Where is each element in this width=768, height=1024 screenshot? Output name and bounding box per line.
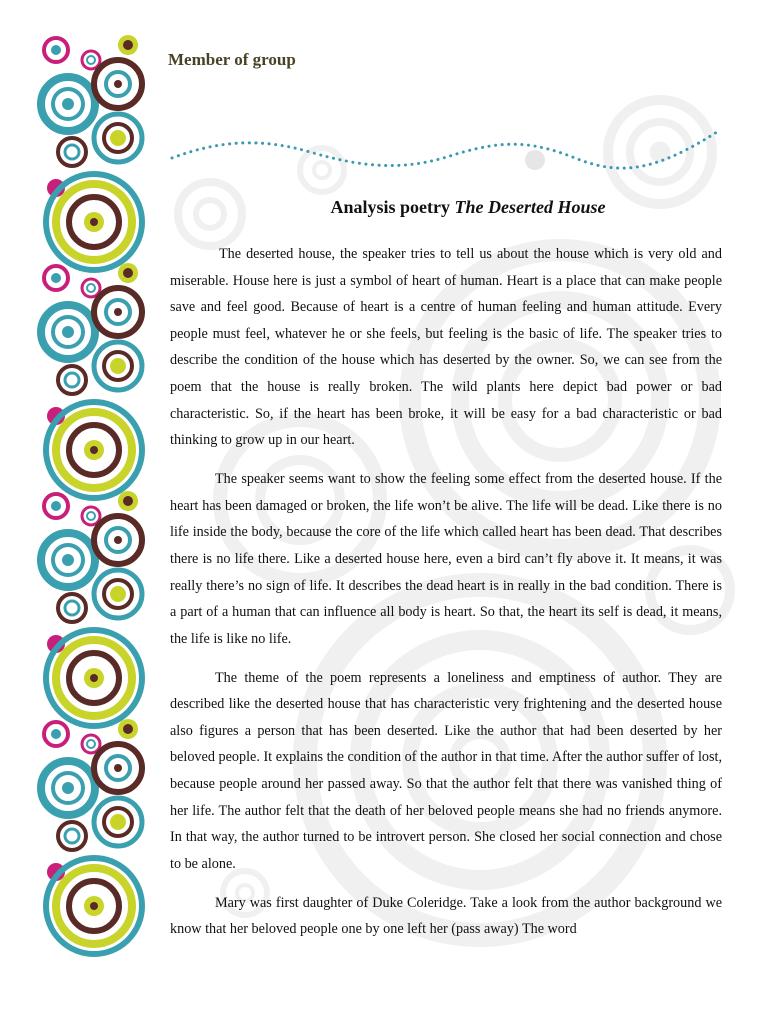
paragraph-4: Mary was first daughter of Duke Coleridge. Take a look from the author background we know that her beloved people one by one left her (pass away) The word [170,894,722,938]
title-prefix: Analysis poetry [330,197,451,217]
paragraph-3: The theme of the poem represents a loneliness and emptiness of author. They are described like the deserted house that has characteristic very frightening and the deserted house also figures a person that has been deserted. Like the author that had been deserted by her beloved people. It explains the condition of the author in that time. After the author suffer of lost, because people around her passed away. So that the author felt that there was vanished thing of her life. The author felt that the death of her beloved people means she had no friends anymore. In that way, the author turned to be introvert person. She closed her social connection and chose to be alone. [170,669,722,872]
member-of-group-label: Member of group [168,50,296,69]
concentric-circle-border-icon [0,0,168,1024]
title-work-name: The Deserted House [454,197,606,217]
analysis-body [170,241,722,955]
paragraph-1: The deserted house, the speaker tries to tell us about the house which is very old and miserable. House here is just a symbol of heart of human. Heart is a place that can make people save and feel good. Because of heart is a centre of human feeling and human attitude. Every people must feel, whatever he or she feels, but feeling is the basic of life. The speaker tries to describe the condition of the house which has deserted by the owner. So, we can see from the poem that the house is really broken. The wild plants here depict bad power or bad characteristic. So, if the heart has been broke, it will be easy for a bad characteristic or bad thinking to grow up in our heart. [170,246,722,449]
page-title [170,197,766,218]
paragraph-2: The speaker seems want to show the feeling some effect from the deserted house. If the heart has been damaged or broken, the life won’t be alive. The life will be dead. Like there is no life inside the body, because the core of the life which called heart has been dead. That describes there is no life there. Like a deserted house here, even a bird can’t fly above it. It means, it was really there’s no sign of life. It describes the dead heart is in really in the bad condition. There is a part of a human that can influence all body is heart. So that, the heart its self is dead, it means, the life is like no life. [170,471,722,647]
